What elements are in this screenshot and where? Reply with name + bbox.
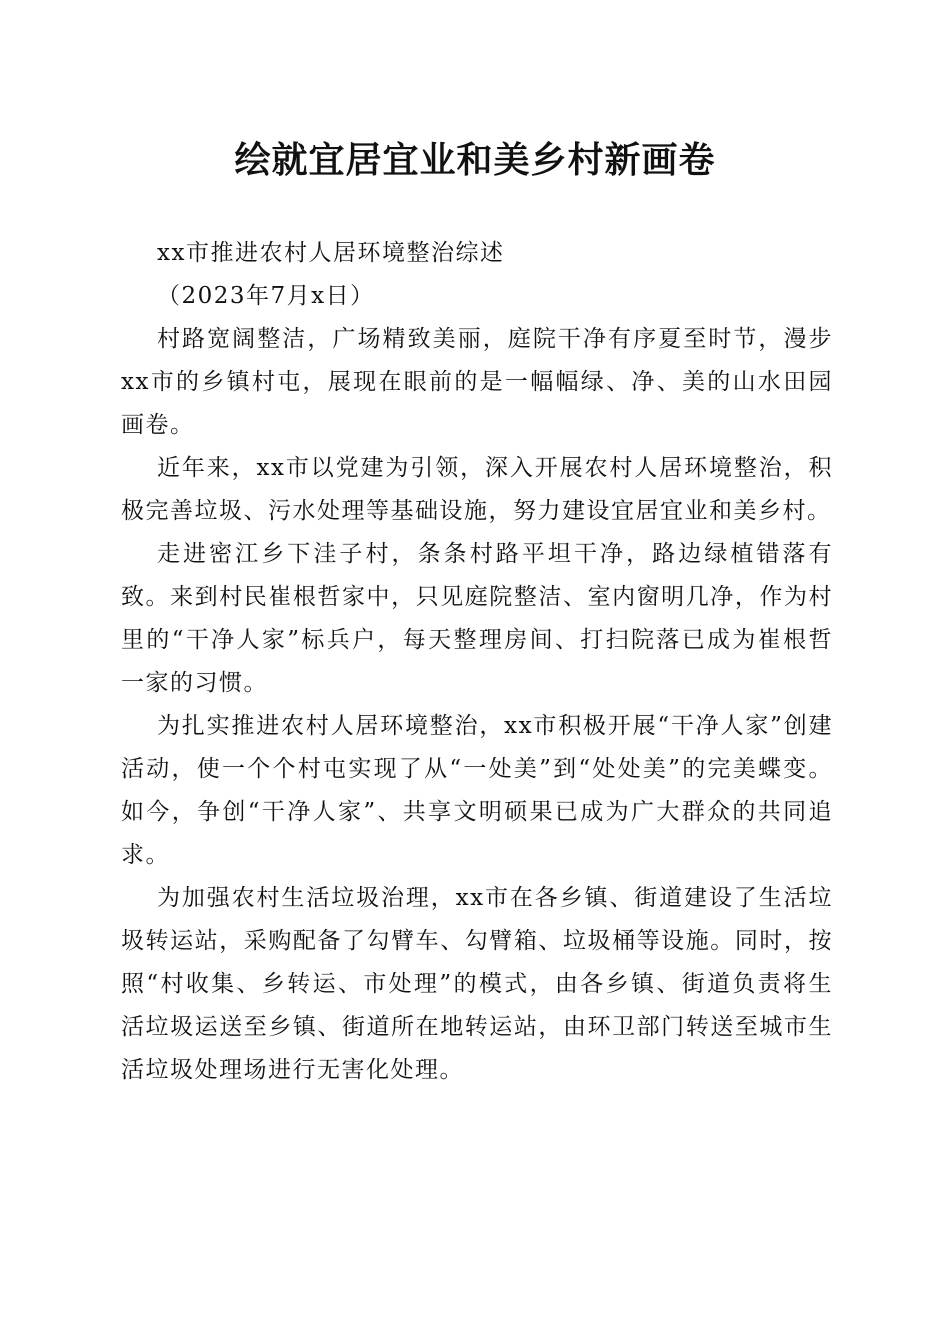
document-subtitle: xx市推进农村人居环境整治综述 — [157, 240, 505, 266]
paragraph-2: 近年来，xx市以党建为引领，深入开展农村人居环境整治，积极完善垃圾、污水处理等基础设施，努力建设宜居宜业和美乡村。 — [121, 455, 833, 524]
paragraph-1: 村路宽阔整洁，广场精致美丽，庭院干净有序夏至时节，漫步xx市的乡镇村屯，展现在眼前的是一幅幅绿、净、美的山水田园画卷。 — [121, 326, 833, 438]
document-title: 绘就宜居宜业和美乡村新画卷 — [234, 139, 716, 181]
document-body — [121, 232, 833, 1092]
paragraph-4: 为扎实推进农村人居环境整治，xx市积极开展“干净人家”创建活动，使一个个村屯实现了从“一处美”到“处处美”的完美蝶变。如今，争创“干净人家”、共享文明硕果已成为广大群众的共同追求。 — [121, 713, 833, 868]
document-date: （2023年7月x日） — [157, 283, 375, 309]
paragraph-5: 为加强农村生活垃圾治理，xx市在各乡镇、街道建设了生活垃圾转运站，采购配备了勾臂车、勾臂箱、垃圾桶等设施。同时，按照“村收集、乡转运、市处理”的模式，由各乡镇、街道负责将生活垃圾运送至乡镇、街道所在地转运站，由环卫部门转送至城市生活垃圾处理场进行无害化处理。 — [121, 885, 833, 1083]
paragraph-3: 走进密江乡下洼子村，条条村路平坦干净，路边绿植错落有致。来到村民崔根哲家中，只见庭院整洁、室内窗明几净，作为村里的“干净人家”标兵户，每天整理房间、打扫院落已成为崔根哲一家的习惯。 — [121, 541, 833, 696]
